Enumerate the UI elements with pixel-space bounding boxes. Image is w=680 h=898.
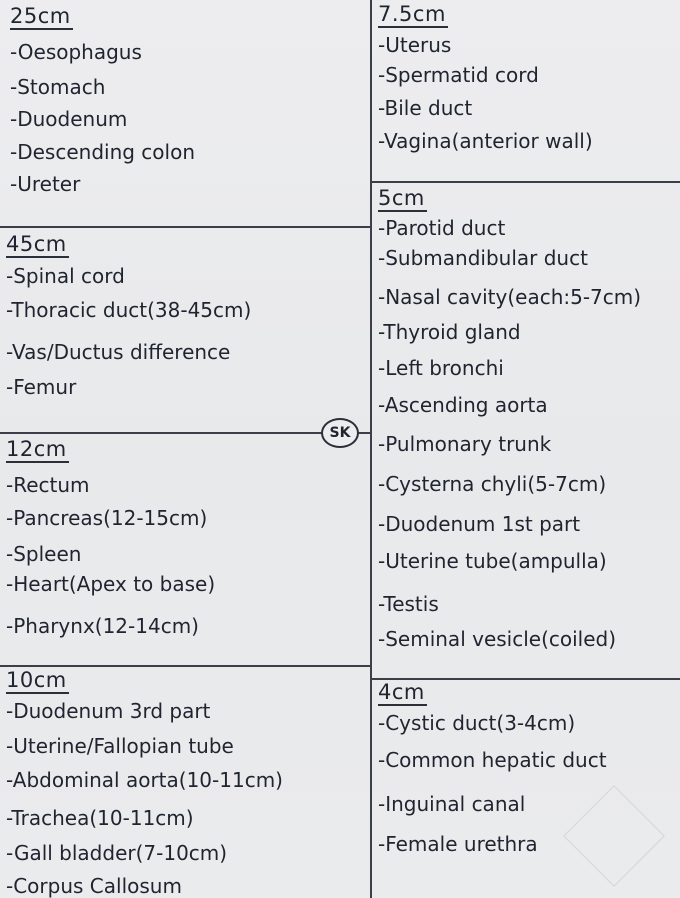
list-item: -Cysterna chyli(5-7cm) [378,472,607,496]
list-item: -Vagina(anterior wall) [378,129,593,153]
list-item: -Abdominal aorta(10-11cm) [6,768,283,792]
list-item: -Trachea(10-11cm) [6,806,194,830]
list-item: -Inguinal canal [378,792,526,816]
list-item: -Bile duct [378,96,473,120]
watermark-icon [563,785,665,887]
list-item: -Oesophagus [10,40,142,64]
section-heading-12cm: 12cm [6,437,67,461]
section-heading-45cm: 45cm [6,232,67,256]
divider-45-12 [0,432,371,434]
section-heading-5cm: 5cm [378,186,425,210]
list-item: -Spleen [6,542,82,566]
list-item: -Uterus [378,33,452,57]
section-heading-4cm: 4cm [378,680,425,704]
list-item: -Thoracic duct(38-45cm) [6,298,252,322]
list-item: -Vas/Ductus difference [6,340,231,364]
list-item: -Heart(Apex to base) [6,572,216,596]
column-divider [370,0,372,898]
list-item: -Descending colon [10,140,195,164]
section-heading-25cm: 25cm [10,4,71,28]
list-item: -Left bronchi [378,356,504,380]
list-item: -Pharynx(12-14cm) [6,614,199,638]
list-item: -Femur [6,375,77,399]
list-item: -Common hepatic duct [378,748,607,772]
list-item: -Duodenum 1st part [378,512,581,536]
list-item: -Duodenum [10,107,128,131]
list-item: -Gall bladder(7-10cm) [6,841,228,865]
divider-25-45 [0,226,371,228]
list-item: -Duodenum 3rd part [6,699,211,723]
list-item: -Submandibular duct [378,246,588,270]
list-item: -Testis [378,592,439,616]
list-item: -Corpus Callosum [6,874,182,898]
list-item: -Pancreas(12-15cm) [6,506,208,530]
list-item: -Uterine/Fallopian tube [6,734,234,758]
list-item: -Cystic duct(3-4cm) [378,711,576,735]
list-item: -Thyroid gland [378,320,521,344]
list-item: -Pulmonary trunk [378,432,552,456]
list-item: -Rectum [6,473,90,497]
list-item: -Uterine tube(ampulla) [378,549,607,573]
list-item: -Spermatid cord [378,63,539,87]
section-heading-10cm: 10cm [6,668,67,692]
divider-7-5 [371,181,680,183]
list-item: -Ureter [10,172,81,196]
list-item: -Female urethra [378,832,538,856]
list-item: -Spinal cord [6,264,125,288]
list-item: -Nasal cavity(each:5-7cm) [378,285,642,309]
divider-12-10 [0,665,371,667]
list-item: -Ascending aorta [378,393,548,417]
section-heading-7-5cm: 7.5cm [378,2,446,26]
sk-badge: SK [321,418,359,448]
list-item: -Stomach [10,75,106,99]
list-item: -Parotid duct [378,216,506,240]
list-item: -Seminal vesicle(coiled) [378,627,617,651]
